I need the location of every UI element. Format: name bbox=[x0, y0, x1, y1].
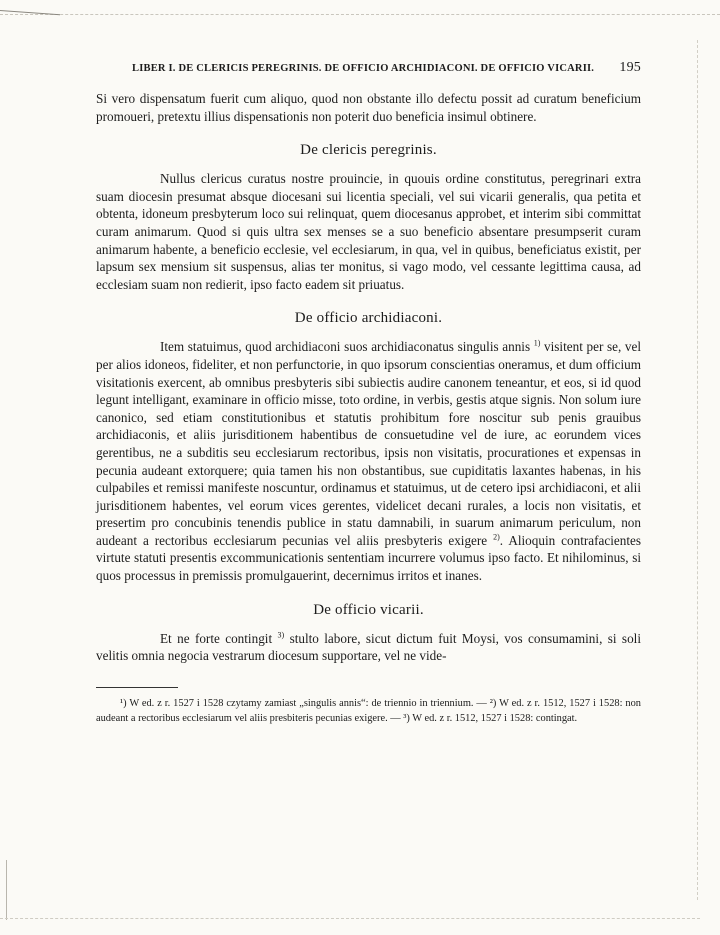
footnote-rule bbox=[96, 687, 178, 688]
section-heading-archidiaconi: De officio archidiaconi. bbox=[294, 310, 443, 327]
footnote-1: ¹) W ed. z r. 1527 i 1528 czytamy zamiast „singulis annis“: de triennio in triennium. — bbox=[120, 697, 487, 709]
intro-paragraph: Si vero dispensatum fuerit cum aliquo, quod non obstante illo defectu possit ad curatum beneficium promoueri, pretextu illius dispensationis non poterit duo beneficia insimul obtinere. bbox=[96, 91, 641, 124]
section-text-archidiaconi bbox=[96, 338, 641, 584]
footnotes-text bbox=[96, 696, 641, 727]
text-segment: visitent per se, vel per alios idoneos, fideliter, et non perfunctorie, in quo ipsorum conscientias oneramus, et dum officium visitationis exercent, ab omnibus presbyteris sibi subiectis audire canonem teneantur, et eos, si id quod legunt intelligant, examinare in officio misse, toto ordine, in verbis, gestis atque signis. Non solum iure canonico, sed etiam constitutionibus et statutis prohibitum fore noscitur sub penis grauibus archidiaconis, et aliis jurisditionem habentibus de consuetudine vel de iure, ac eorundem vices gerentibus, ne a subditis seu ecclesiarum rectoribus, ipsis non visitatis, procurationes et expensas in pecunia audeant extorquere; quia tamen his non obstantibus, sue cupiditatis laxantes habenas, in his culpabiles et remissi manifeste noscuntur, ordinamus et statuimus, ut de cetero ipsi archidiaconi, et alii jurisditionem habentes, vel eorum vices gerentes, videlicet decani rurales, a locis non visitatis, et presertim pro concubinis tenendis publice in statu damnabili, in suarum animarum periculum, non audeant a rectoribus ecclesiarum pecunias vel aliis presbyteris exigere bbox=[96, 339, 642, 548]
text-segment: . Alioquin contrafacientes virtute statuti presentis excommunicationis sententiam incurrere volumus ipso facto. Et nihilominus, si quos processus in premissis promulgauerint, decernimus irritos et inanes. bbox=[96, 532, 641, 584]
text-segment: Item statuimus, quod archidiaconi suos archidiaconatus singulis annis bbox=[160, 339, 531, 355]
text-segment: Et ne forte contingit bbox=[160, 630, 273, 646]
footnote-ref-1[interactable]: 1) bbox=[533, 338, 541, 348]
running-head bbox=[132, 60, 641, 76]
scan-right-edge bbox=[697, 40, 698, 900]
text-segment: stulto labore, sicut dictum fuit Moysi, vos consumamini, si soli velitis omnia negocia vestrarum diocesum supportare, vel ne vide- bbox=[96, 630, 641, 664]
footnote-ref-2[interactable]: 2) bbox=[493, 532, 500, 542]
scan-corner bbox=[0, 0, 60, 15]
footnote-2: ²) W ed. z r. 1512, 1527 i 1528: non audeant a rectoribus ecclesiarum vel aliis presbiteris pecunias exigere. — bbox=[96, 697, 641, 725]
section-text-clericis: Nullus clericus curatus nostre prouincie, in quouis ordine constitutus, peregrinari extra suam diocesin presumat absque diocesani sui licentia speciali, vel sui vicarii generalis, qua petita et obtenta, idoneum presbyterum loco sui relinquat, quem diocesanus approbet, et interim sibi committat curam animarum. Quod si quis ultra sex menses se a suo beneficio absentare presumpserit curam animarum habente, a beneficio ecclesie, vel ecclesiarum, in qua, vel in quibus, beneficiatus existit, per lapsum sex mensium sit suspensus, alias ter monitus, si vago modo, vel cessante legittima causa, ad ecclesiam suam non redierit, ipso facto eadem sit priuatus. bbox=[96, 171, 641, 292]
scan-top-edge bbox=[0, 0, 720, 15]
running-title: LIBER I. DE CLERICIS PEREGRINIS. DE OFFICIO ARCHIDIACONI. DE OFFICIO VICARII. bbox=[132, 63, 595, 74]
scan-bottom-edge bbox=[0, 918, 700, 919]
footnotes bbox=[96, 696, 641, 727]
section-text-vicarii bbox=[96, 630, 641, 665]
footnote-ref-3[interactable]: 3) bbox=[277, 630, 285, 640]
section-heading-vicarii: De officio vicarii. bbox=[313, 601, 424, 618]
footnote-3: ³) W ed. z r. 1512, 1527 i 1528: contingat. bbox=[403, 713, 578, 725]
scan-left-edge bbox=[6, 860, 47, 920]
section-heading-clericis: De clericis peregrinis. bbox=[300, 142, 437, 159]
page-number: 195 bbox=[619, 60, 641, 75]
book-page bbox=[96, 60, 641, 727]
